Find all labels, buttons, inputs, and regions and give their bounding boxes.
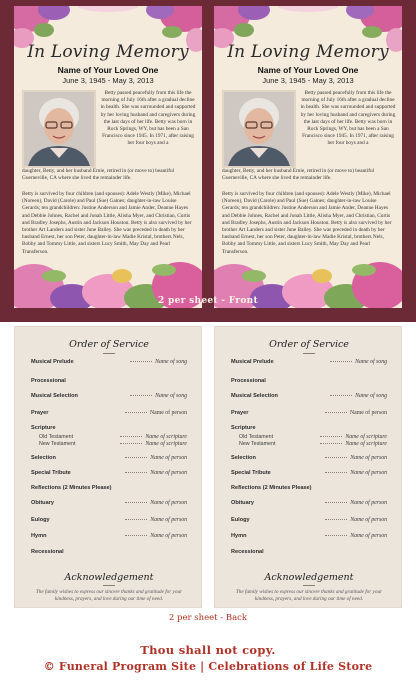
front-sheet <box>0 0 416 322</box>
service-item-value: Name of song <box>130 393 187 399</box>
acknowledgement-text: The family wishes to express our sincere thanks and gratitude for your kindness, prayers, and love during our time of need. <box>35 589 183 602</box>
order-of-service-heading: Order of Service <box>69 339 149 350</box>
service-item-label: Musical Selection <box>31 393 78 399</box>
service-item-label: Scripture <box>231 425 256 431</box>
service-item-value: Name of person <box>125 517 187 523</box>
service-item-label: Old Testament <box>39 434 74 440</box>
service-item-label: Prayer <box>31 410 49 416</box>
obituary-continued: daughter, Betty, and her husband Ernie, retired in (or move to) beautiful Guerneville, CA where she lived the remainder life. <box>22 168 175 182</box>
portrait-image <box>224 92 294 166</box>
order-of-service-heading: Order of Service <box>269 339 349 350</box>
service-item-label: Recessional <box>231 549 264 555</box>
service-item-value: Name of song <box>130 359 187 365</box>
service-item-value: Name of person <box>325 500 387 506</box>
service-item-value: Name of person <box>325 470 387 476</box>
service-item-label: Eulogy <box>231 517 250 523</box>
service-item-value: Name of song <box>330 393 387 399</box>
service-item-label: Reflections (2 Minutes Please) <box>231 485 312 491</box>
portrait-photo <box>222 90 296 168</box>
back-panel-left <box>14 326 202 608</box>
heading-divider <box>103 353 115 354</box>
service-item-label: Processional <box>231 378 266 384</box>
obituary-intro: Betty passed peacefully from this life the morning of July 16th after a gradual decline in health. She was surrounded and supported by her loving husband and caregivers during the last days of her life. Betty was born in Rock Springs, WY, but has been a San Francisco since 1945. In 1971, after raising her four boys and a <box>100 90 196 147</box>
acknowledgement-heading: Acknowledgement <box>264 572 354 583</box>
obituary-continued: daughter, Betty, and her husband Ernie, retired in (or move to) beautiful Guerneville, CA where she lived the remainder life. <box>222 168 375 182</box>
back-sheet <box>0 322 416 634</box>
heading-divider <box>303 353 315 354</box>
service-item-label: Obituary <box>231 500 255 506</box>
service-item-value: Name of person <box>325 533 387 539</box>
back-caption: 2 per sheet - Back <box>168 613 248 623</box>
service-item-value: Name of scripture <box>120 441 187 447</box>
heading-divider <box>103 585 115 586</box>
service-item-label: Musical Prelude <box>31 359 74 365</box>
service-item-label: Reflections (2 Minutes Please) <box>31 485 112 491</box>
service-item-label: Hymn <box>231 533 247 539</box>
service-item-label: Recessional <box>31 549 64 555</box>
service-item-value: Name of person <box>325 455 387 461</box>
in-loving-memory-title: In Loving Memory <box>227 42 389 62</box>
service-item-label: Old Testament <box>239 434 274 440</box>
service-item-label: Selection <box>231 455 256 461</box>
service-item-label: Hymn <box>31 533 47 539</box>
service-item-value: Name of person <box>125 410 187 416</box>
life-dates: June 3, 1945 - May 3, 2013 <box>262 76 354 85</box>
service-item-value: Name of person <box>125 470 187 476</box>
service-item-value: Name of scripture <box>120 434 187 440</box>
service-item-value: Name of person <box>325 410 387 416</box>
in-loving-memory-title: In Loving Memory <box>27 42 189 62</box>
copyright-notice: © Funeral Program Site | Celebrations of Life Store <box>43 660 373 673</box>
service-item-label: Prayer <box>231 410 249 416</box>
front-panel-right <box>214 6 402 308</box>
service-item-label: Special Tribute <box>31 470 71 476</box>
service-item-label: Obituary <box>31 500 55 506</box>
service-item-value: Name of person <box>125 455 187 461</box>
service-item-label: New Testament <box>39 441 76 447</box>
portrait-image <box>24 92 94 166</box>
service-item-value: Name of person <box>325 517 387 523</box>
service-item-value: Name of song <box>330 359 387 365</box>
obituary-family: Betty is survived by four children (and spouses): Adele Westly (Mike), Michael (Noreen), David (Carole) and Paul (Sue) Gaines; daughter-in-law Louise Gerards; ten grandchildren: Justine Anderson and Jamie Ander, Deanne Hayes and Debbie Johnes, Rachel and Jonah Little, Alisha Myer, and Christian, Curtis and Bradley Josephs, Austin and Jackson Houston. Betty is also survived by her brother Art Landers and sister June Bailey. She was preceded in death by her husband Ernest, her son Peter, daughter-in-law Madie Kristal, brothers Nels, Bobby and Tommy Little, and sisters Lucy Smith, May Day and Pearl Transferson. <box>22 191 192 255</box>
back-panel-right <box>214 326 402 608</box>
service-item-label: Special Tribute <box>231 470 271 476</box>
service-item-label: Processional <box>31 378 66 384</box>
acknowledgement-heading: Acknowledgement <box>64 572 154 583</box>
service-item-value: Name of scripture <box>320 434 387 440</box>
service-item-value: Name of person <box>125 533 187 539</box>
obituary-intro: Betty passed peacefully from this life the morning of July 16th after a gradual decline in health. She was surrounded and supported by her loving husband and caregivers during the last days of her life. Betty was born in Rock Springs, WY, but has been a San Francisco since 1945. In 1971, after raising her four boys and a <box>300 90 396 147</box>
front-panel-left <box>14 6 202 308</box>
service-item-label: Selection <box>31 455 56 461</box>
acknowledgement-text: The family wishes to express our sincere thanks and gratitude for your kindness, prayers, and love during our time of need. <box>235 589 383 602</box>
life-dates: June 3, 1945 - May 3, 2013 <box>62 76 154 85</box>
copy-notice: Thou shall not copy. <box>140 643 276 657</box>
service-item-label: Musical Selection <box>231 393 278 399</box>
service-item-label: Scripture <box>31 425 56 431</box>
service-item-label: Eulogy <box>31 517 50 523</box>
front-caption: 2 per sheet - Front <box>158 296 258 306</box>
service-item-value: Name of scripture <box>320 441 387 447</box>
loved-one-name: Name of Your Loved One <box>57 65 159 75</box>
service-item-value: Name of person <box>125 500 187 506</box>
heading-divider <box>303 585 315 586</box>
portrait-photo <box>22 90 96 168</box>
service-item-label: Musical Prelude <box>231 359 274 365</box>
service-item-label: New Testament <box>239 441 276 447</box>
obituary-family: Betty is survived by four children (and spouses): Adele Westly (Mike), Michael (Noreen), David (Carole) and Paul (Sue) Gaines; daughter-in-law Louise Gerards; ten grandchildren: Justine Anderson and Jamie Ander, Deanne Hayes and Debbie Johnes, Rachel and Jonah Little, Alisha Myer, and Christian, Curtis and Bradley Josephs, Austin and Jackson Houston. Betty is also survived by her brother Art Landers and sister June Bailey. She was preceded in death by her husband Ernest, her son Peter, daughter-in-law Madie Kristal, brothers Nels, Bobby and Tommy Little, and sisters Lucy Smith, May Day and Pearl Transferson. <box>222 191 392 255</box>
loved-one-name: Name of Your Loved One <box>257 65 359 75</box>
